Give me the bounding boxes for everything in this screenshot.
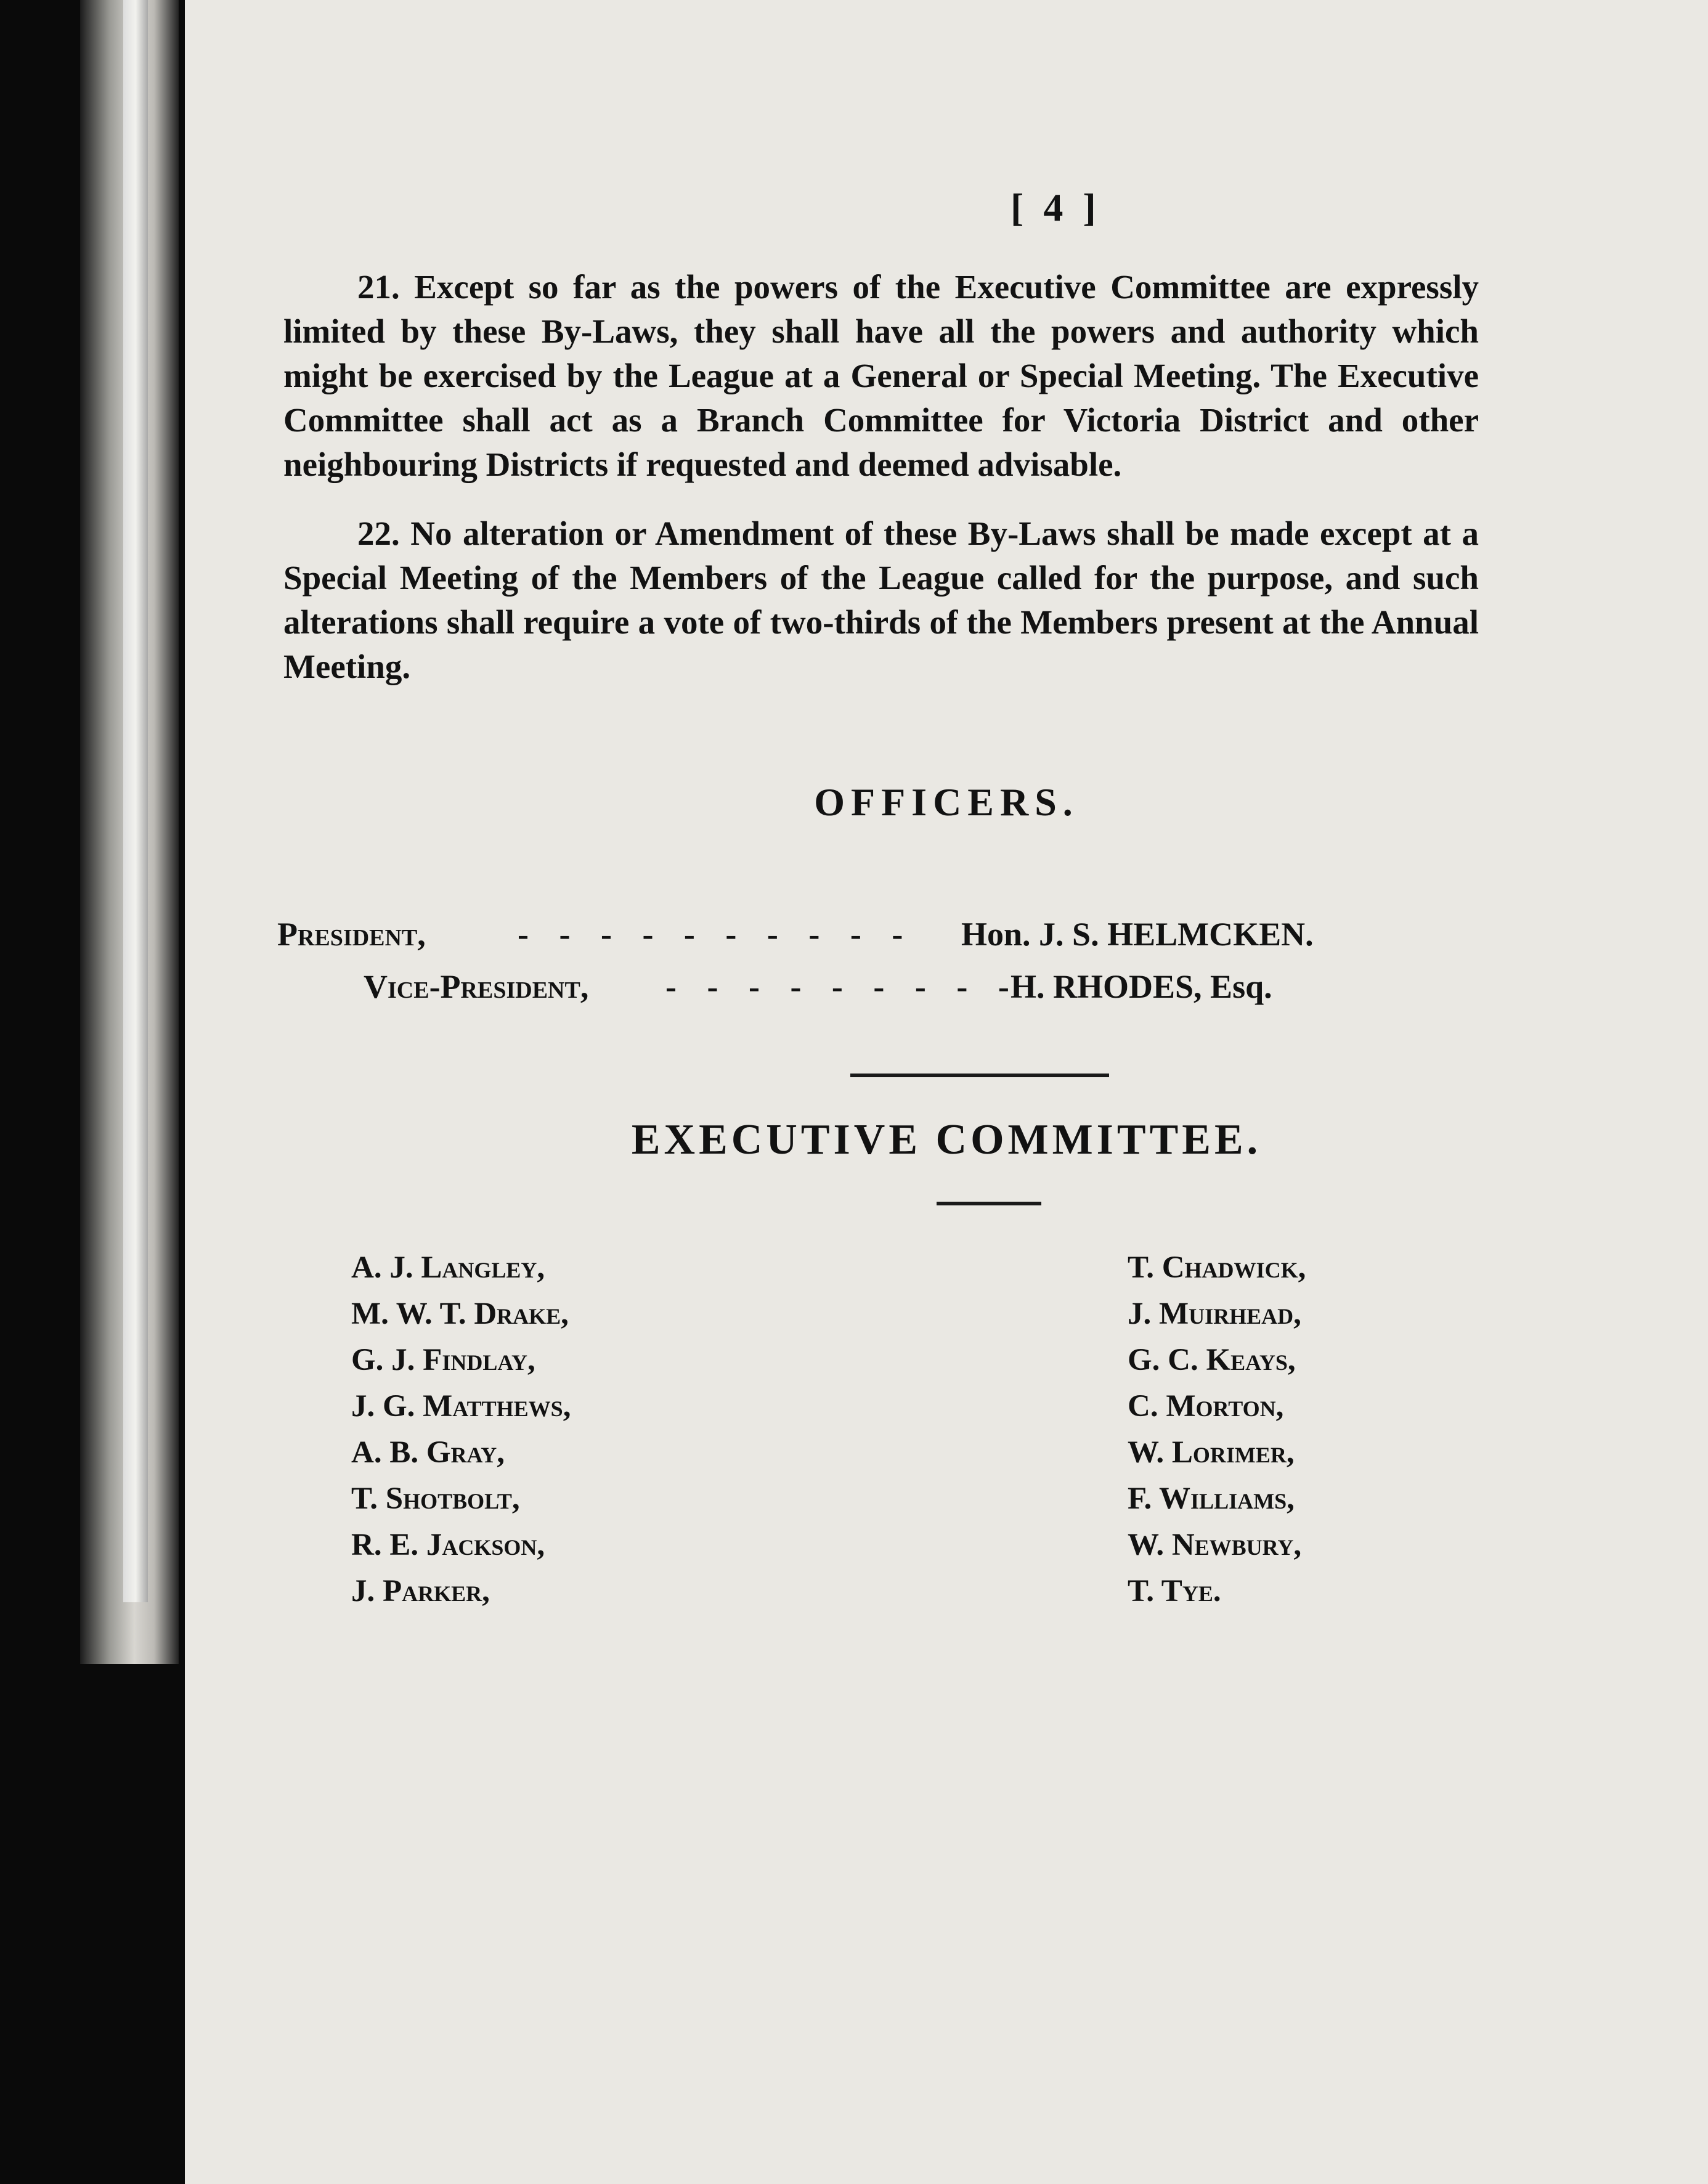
executive-committee-heading: EXECUTIVE COMMITTEE. xyxy=(631,1116,1262,1163)
committee-member: J. G. Matthews, xyxy=(351,1389,571,1424)
bylaw-22 xyxy=(283,511,1479,689)
bylaw-22-number: 22. xyxy=(357,515,400,552)
heading-underline xyxy=(937,1202,1041,1205)
officers-heading: OFFICERS. xyxy=(814,780,1079,824)
binding-edge-highlight xyxy=(123,0,148,1602)
committee-member: G. J. Findlay, xyxy=(351,1343,535,1377)
committee-member: T. Chadwick, xyxy=(1128,1250,1306,1285)
vice-president-leader-dots: - - - - - - - - - xyxy=(665,968,1020,1005)
committee-right-column xyxy=(1128,1245,1306,1615)
committee-member: A. J. Langley, xyxy=(351,1250,545,1285)
bylaw-21-number: 21. xyxy=(357,268,400,306)
committee-member: R. E. Jackson, xyxy=(351,1528,545,1562)
president-name: Hon. J. S. HELMCKEN. xyxy=(961,916,1314,953)
bylaw-21 xyxy=(283,265,1479,487)
bylaw-22-text: No alteration or Amendment of these By-Laws shall be made except at a Special Meeting of the Members of the League called for the purpose, and such alterations shall require a vote of two-thirds of the Members present at the Annual Meeting. xyxy=(283,515,1479,685)
vice-president-label: Vice-President, xyxy=(364,968,589,1005)
committee-member: J. Parker, xyxy=(351,1574,490,1608)
vice-president-name: H. RHODES, Esq. xyxy=(1011,968,1272,1005)
president-label: President, xyxy=(277,916,426,953)
committee-member: J. Muirhead, xyxy=(1128,1297,1301,1331)
committee-member: T. Tye. xyxy=(1128,1574,1221,1608)
committee-member: T. Shotbolt, xyxy=(351,1481,520,1516)
section-divider xyxy=(850,1074,1109,1077)
bylaw-21-text: Except so far as the powers of the Executive Committee are expressly limited by these By-Laws, they shall have all the powers and authority which might be exercised by the League at a General or Special Meeting. The Executive Committee shall act as a Branch Committee for Victoria District and other neighbouring Districts if requested and deemed advisable. xyxy=(283,268,1479,483)
committee-member: C. Morton, xyxy=(1128,1389,1284,1424)
committee-left-column xyxy=(351,1245,571,1615)
page-number: [ 4 ] xyxy=(1011,185,1101,229)
committee-member: M. W. T. Drake, xyxy=(351,1297,569,1331)
committee-member: W. Lorimer, xyxy=(1128,1435,1295,1470)
committee-member: A. B. Gray, xyxy=(351,1435,505,1470)
document-page xyxy=(185,0,1708,2184)
president-leader-dots: - - - - - - - - - - xyxy=(518,916,914,953)
committee-member: G. C. Keays, xyxy=(1128,1343,1296,1377)
committee-member: F. Williams, xyxy=(1128,1481,1295,1516)
committee-member: W. Newbury, xyxy=(1128,1528,1302,1562)
